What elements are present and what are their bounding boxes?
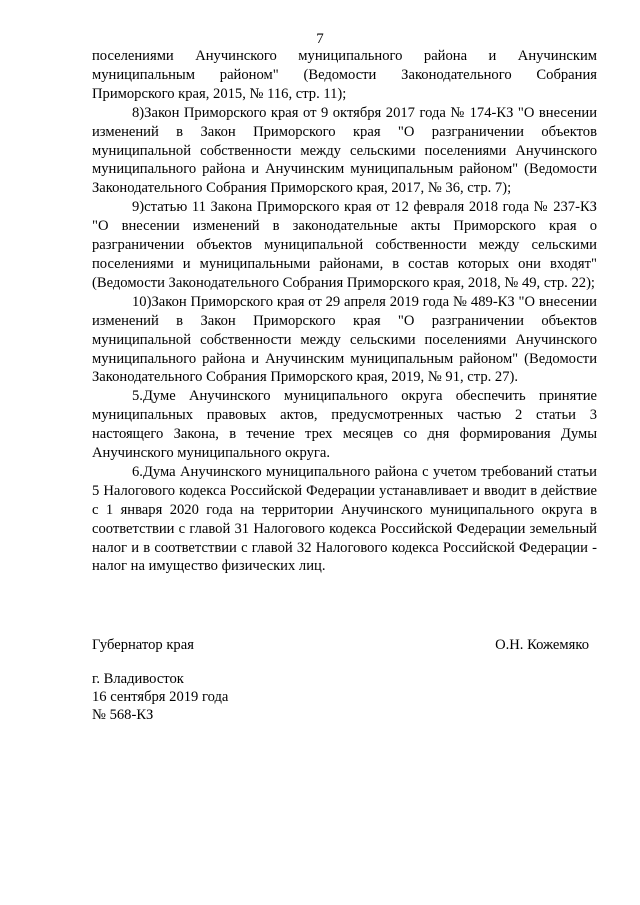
paragraph-item-9: 9)статью 11 Закона Приморского края от 12 февраля 2018 года № 237-КЗ "О внесении изменений в законодательные акты Приморского края о разграничении объектов муниципальной собственности между сельскими поселениями и муниципальными районами, в состав которых они входят" (Ведомости Законодательного Собрания Приморского края, 2018, № 49, стр. 22); [92,199,597,291]
page-number: 7 [316,31,324,47]
paragraph-item-10: 10)Закон Приморского края от 29 апреля 2019 года № 489-КЗ "О внесении изменений в Закон Приморского края "О разграничении объектов муниципальной собственности между сельскими поселениями Анучинского муниципального района и Анучинским муниципальным районом" (Ведомости Законодательного Собрания Приморского края, 2019, № 91, стр. 27). [92,293,597,386]
signature-block [92,636,597,656]
law-number: № 568-КЗ [92,706,154,723]
paragraph-article-5: 5.Думе Анучинского муниципального округа обеспечить принятие муниципальных правовых актов, предусмотренных частью 2 статьи 3 настоящего Закона, в течение трех месяцев со дня формирования Думы Анучинского муниципального округа. [92,388,597,462]
document-body [92,47,597,576]
paragraph-article-6: 6.Дума Анучинского муниципального района с учетом требований статьи 5 Налогового кодекса Российской Федерации устанавливает и вводит в действие с 1 января 2020 года на территории Анучинского муниципального округа в соответствии с главой 31 Налогового кодекса Российской Федерации земельный налог и в соответствии с главой 32 Налогового кодекса Российской Федерации - налог на имущество физических лиц. [92,463,597,575]
paragraph-continuation: поселениями Анучинского муниципального района и Анучинским муниципальным районом" (Ведомости Законодательного Собрания Приморского края, 2015, № 116, стр. 11); [92,48,597,102]
paragraph-item-8: 8)Закон Приморского края от 9 октября 2017 года № 174-КЗ "О внесении изменений в Закон Приморского края "О разграничении объектов муниципальной собственности между сельскими поселениями Анучинского муниципального района и Анучинским муниципальным районом" (Ведомости Законодательного Собрания Приморского края, 2017, № 36, стр. 7); [92,104,597,197]
signatory-name: О.Н. Кожемяко [495,637,589,653]
issue-city: г. Владивосток [92,671,184,687]
signatory-role: Губернатор края [92,637,194,653]
issue-date: 16 сентября 2019 года [92,688,229,705]
issue-details [92,671,392,724]
